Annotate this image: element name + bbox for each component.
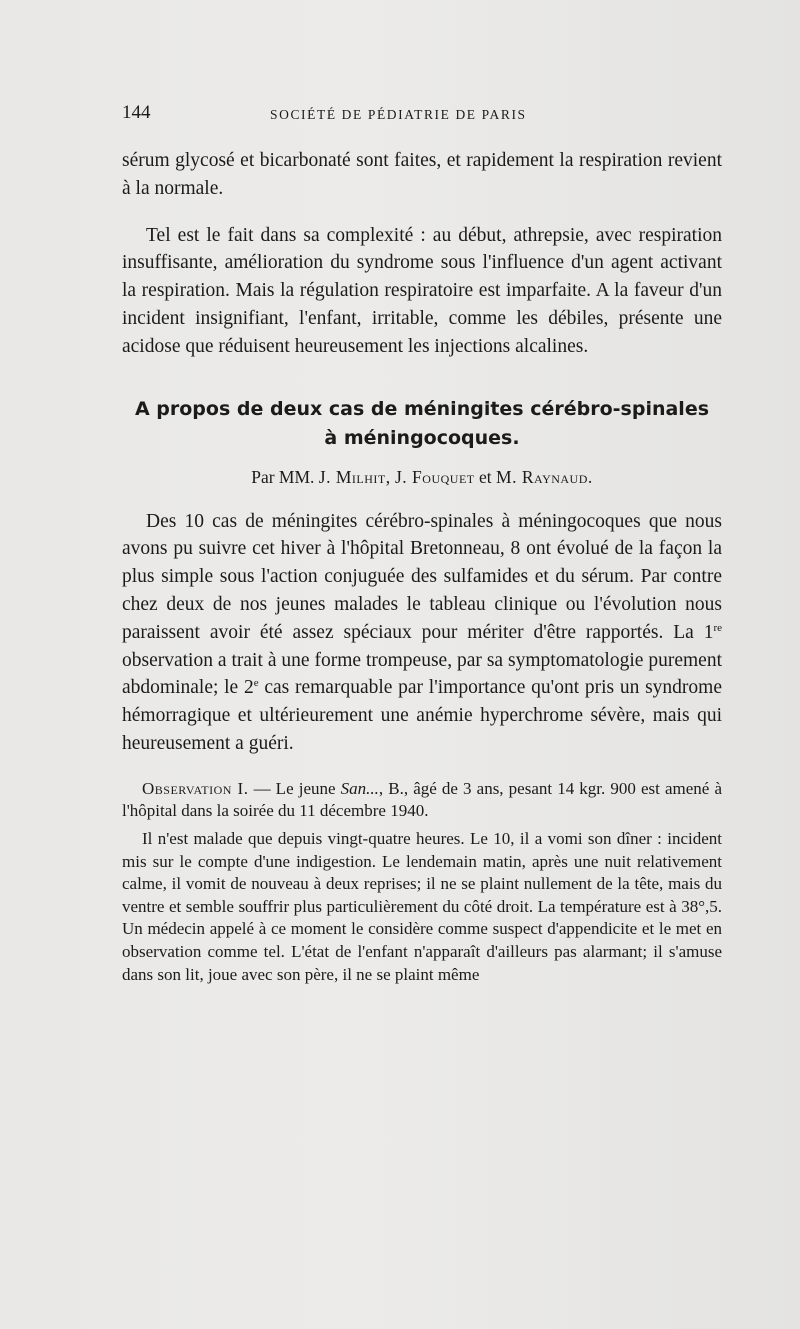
article-title-line-2: à méningocoques. [324,426,520,449]
intro-text-part-1: Des 10 cas de méningites cérébro-spinales à méningocoques que nous avons pu suivre cet hiver à l'hôpital Bretonneau, 8 ont évolué de la façon la plus simple sous l'action conjuguée des sulfamides et du sérum. Par contre chez deux de nos jeunes malades le tableau clinique ou l'évolution nous paraissent avoir été assez spéciaux pour mériter d'être rapportés. La 1 [122,510,722,643]
author-fouquet: J. Fouquet [395,466,475,487]
page-body [122,147,722,986]
author-raynaud: M. Raynaud. [496,466,593,487]
authors-and: et [479,466,492,487]
conclusion-paragraph: Tel est le fait dans sa complexité : au début, athrepsie, avec respiration insuffisante, amélioration du syndrome sous l'influence d'un agent activant la respiration. Mais la régulation respiratoire est imparfaite. A la faveur d'un incident insignifiant, l'enfant, irritable, comme les débiles, présente une acidose que réduisent heureusement les injections alcalines. [122,224,722,357]
history-paragraph: Il n'est malade que depuis vingt-quatre heures. Le 10, il a vomi son dîner : incident mis sur le compte d'une indigestion. Le lendemain matin, après une nuit relativement calme, il vomit de nouveau à deux reprises; il ne se plaint nullement de la tête, mais du ventre et semble souffrir plus particulièrement du côté droit. La température est à 38°,5. Un médecin appelé à ce moment le considère comme suspect d'appendicite et le met en observation comme tel. L'état de l'enfant n'apparaît d'ailleurs pas alarmant; il s'amuse dans son lit, joue avec son père, il ne se plaint même [122,828,722,984]
author-milhit: J. Milhit, [318,466,391,487]
observation-dash: — Le jeune [248,778,341,798]
section-spacer [122,758,722,778]
running-header [122,102,722,130]
continuation-paragraph: sérum glycosé et bicarbonaté sont faites, et rapidement la respiration revient à la normale. [122,150,722,199]
observation-paragraph [122,778,722,823]
running-title: SOCIÉTÉ DE PÉDIATRIE DE PARIS [270,107,527,122]
observation-label: Observation I. [142,778,249,798]
superscript-e: e [253,677,259,690]
authors-prefix: Par MM. [251,466,315,487]
intro-paragraph [122,508,722,758]
superscript-re: re [713,621,722,634]
intro-text-part-3: cas remarquable par l'importance qu'ont pris un syndrome hémorragique et ultérieurement une anémie hyperchrome sévère, mais qui heureusement a guéri. [122,677,722,754]
article-title-line-1: A propos de deux cas de méningites cérébro-spinales [134,397,710,420]
observation-text: , B., âgé de 3 ans, pesant 14 kgr. 900 est amené à l'hôpital dans la soirée du 11 décembre 1940. [122,778,722,821]
intro-text-part-2: observation a trait à une forme trompeuse, par sa symptomatologie purement abdominale; le 2 [122,649,722,699]
paragraph-spacer [122,203,722,222]
page-number: 144 [122,102,151,123]
patient-name: San... [340,778,379,798]
article-title [122,395,722,453]
article-authors [122,467,722,488]
